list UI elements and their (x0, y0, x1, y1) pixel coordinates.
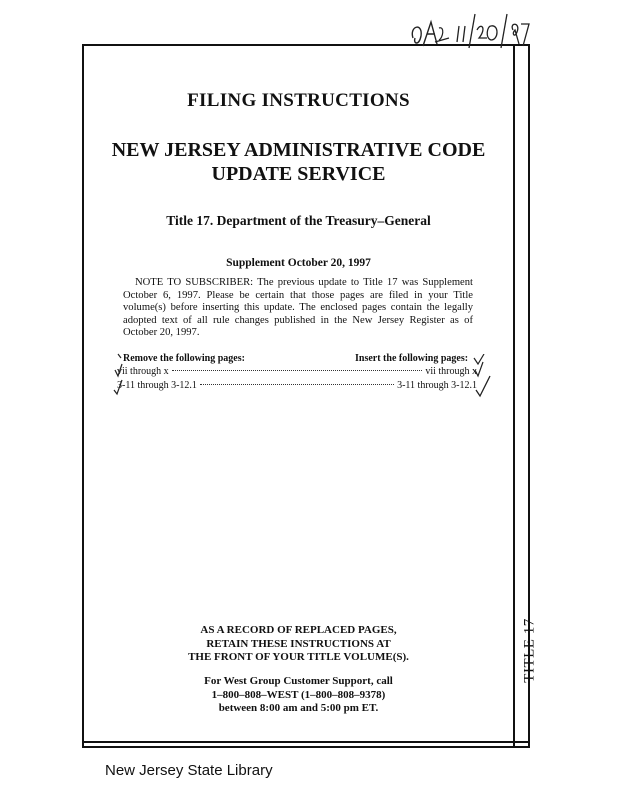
spine-label (518, 600, 542, 700)
support-phone: 1–800–808–WEST (1–800–808–9378) (211, 688, 386, 701)
record-notice-line3: THE FRONT OF YOUR TITLE VOLUME(S). (188, 651, 409, 663)
supplement-date: Supplement October 20, 1997 (226, 257, 371, 269)
record-notice (84, 624, 513, 665)
document-title: FILING INSTRUCTIONS (187, 90, 410, 111)
support-hours: between 8:00 am and 5:00 pm ET. (218, 702, 379, 714)
code-title (84, 138, 513, 186)
spine-divider (513, 44, 515, 748)
subscriber-note: NOTE TO SUBSCRIBER: The previous update to Title 17 was Supplement October 6, 1997. Please be certain that those pages are filed in your Title volume(s) before inserting this update. The enclosed pages contain the legally adopted text of all rule changes published in the New Jersey Register as of October 20, 1997. (123, 277, 473, 339)
code-title-line2: UPDATE SERVICE (211, 163, 386, 185)
insert-range: 3-11 through 3-12.1 (397, 380, 477, 391)
spine-label-text: TITLE 17 (521, 617, 538, 683)
support-info (84, 675, 513, 716)
dot-leader (200, 384, 394, 385)
handwritten-annotation (405, 8, 535, 56)
title-number: Title 17. Department of the Treasury–General (166, 213, 431, 228)
code-title-line1: NEW JERSEY ADMINISTRATIVE CODE (111, 139, 486, 161)
library-stamp: New Jersey State Library (105, 762, 273, 779)
record-notice-line1: AS A RECORD OF REPLACED PAGES, (200, 624, 397, 636)
handwritten-checkmarks-right (472, 354, 494, 410)
page-row (117, 366, 477, 377)
insert-range: vii through x (425, 366, 477, 377)
remove-range: vii through x (117, 366, 169, 377)
page-row (117, 380, 477, 391)
remove-pages-header: Remove the following pages: (123, 353, 245, 364)
remove-range: 3-11 through 3-12.1 (117, 380, 197, 391)
svg-text:9A 11/20/97: 9A 11/20/97 (405, 54, 410, 55)
support-line1: For West Group Customer Support, call (204, 675, 393, 687)
bottom-rule (82, 741, 530, 743)
dot-leader (172, 370, 423, 371)
handwritten-checkmarks-left (112, 348, 128, 398)
record-notice-line2: RETAIN THESE INSTRUCTIONS AT (206, 637, 391, 650)
insert-pages-header: Insert the following pages: (355, 353, 469, 364)
